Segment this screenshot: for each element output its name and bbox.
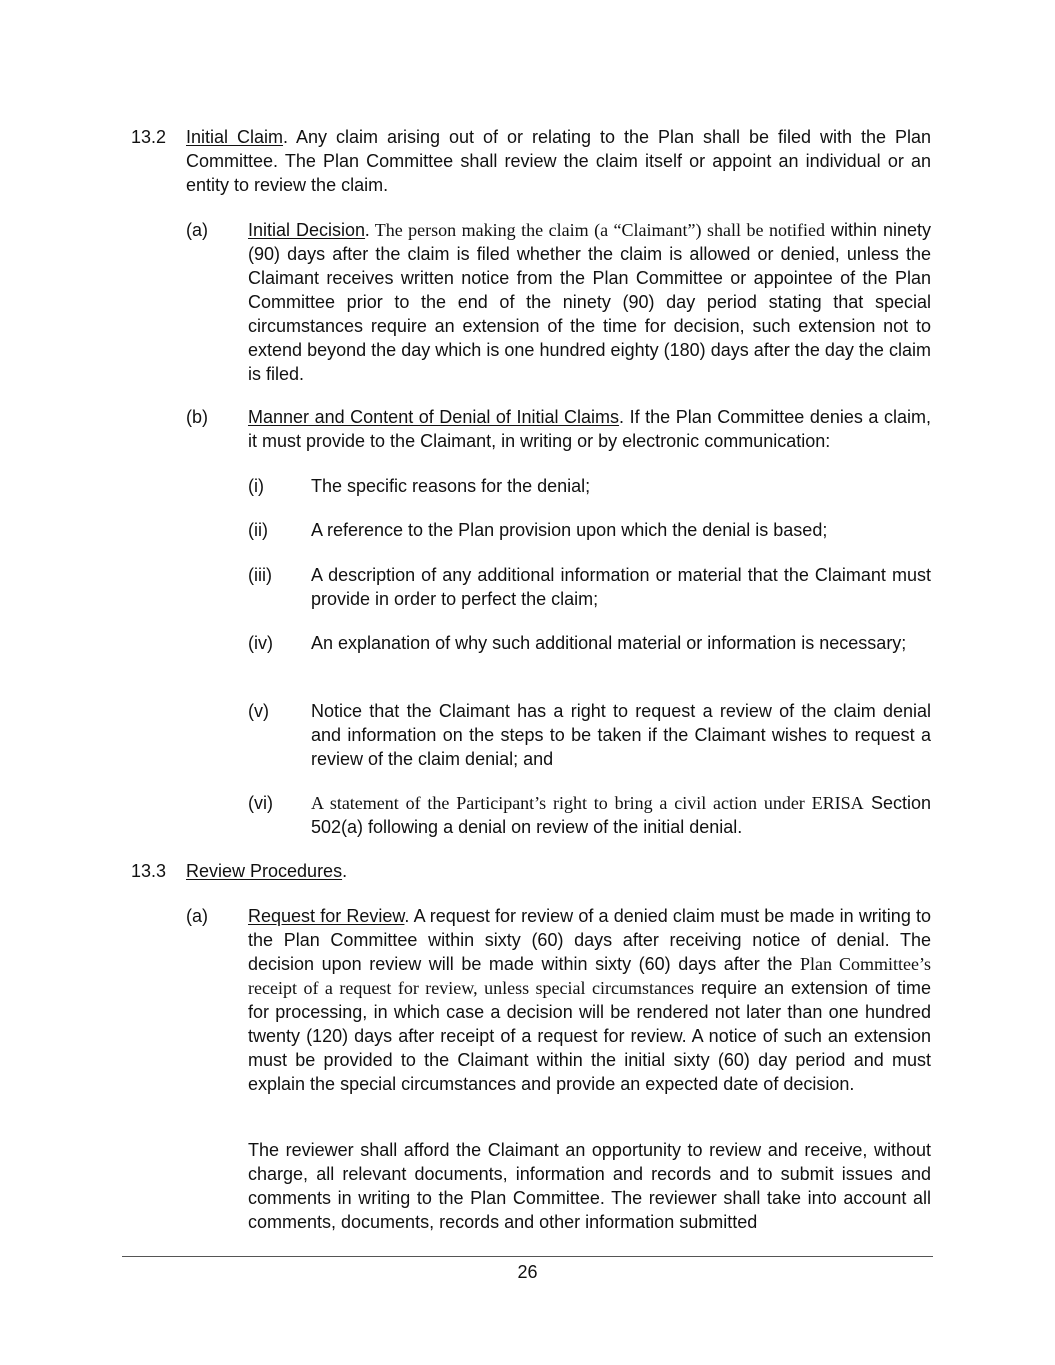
list-item-text-sans: Section 502(a) following a denial on review of the initial denial. bbox=[311, 793, 931, 837]
subsection-paragraph bbox=[248, 405, 931, 453]
subsection-text: within ninety (90) days after the claim is filed whether the claim is allowed or denied, unless the Claimant receives written notice from the Plan Committee or appointee of the Plan Committee prior to the end of the ninety (90) day period stating that special circumstances require an extension of the time for decision, such extension not to extend beyond the day which is one hundred eighty (180) days after the day the claim is filed. bbox=[248, 220, 931, 384]
list-item-text-serif: A statement of the Participant’s right to bring a civil action under ERISA bbox=[311, 793, 864, 813]
section-paragraph bbox=[186, 125, 931, 197]
subsection-text-cont: require an extension of time for processing, in which case a decision will be rendered not later than one hundred twenty (120) days after receipt of a request for review. A notice of such an extension must be provided to the Claimant within the initial sixty (60) day period and must explain the special circumstances and provide an expected date of decision. bbox=[248, 978, 931, 1094]
subsection-text-serif: . The person making the claim (a “Claimant”) shall be notified bbox=[365, 220, 825, 240]
section-number: 13.3 bbox=[131, 861, 167, 881]
list-item-text: Notice that the Claimant has a right to request a review of the claim denial and information on the steps to be taken if the Claimant wishes to request a review of the claim denial; and bbox=[311, 701, 931, 769]
section-heading: Review Procedures bbox=[186, 861, 343, 881]
list-item-marker: (iv) bbox=[248, 633, 273, 653]
section-heading-suffix: . bbox=[342, 861, 348, 881]
subsection-marker: (a) bbox=[186, 220, 208, 240]
list-item-text: The specific reasons for the denial; bbox=[311, 476, 591, 496]
list-item-marker: (ii) bbox=[248, 520, 268, 540]
list-item-text: A reference to the Plan provision upon which the denial is based; bbox=[311, 520, 828, 540]
subsection-text: . If the Plan Committee denies a claim, it must provide to the Claimant, in writing or by electronic communication: bbox=[248, 407, 931, 451]
section-text: . Any claim arising out of or relating to the Plan shall be filed with the Plan Committee. The Plan Committee shall review the claim itself or appoint an individual or an entity to review the claim. bbox=[186, 127, 932, 195]
section-heading: Initial Claim bbox=[186, 127, 284, 147]
list-item-marker: (vi) bbox=[248, 793, 273, 813]
list-item-text: An explanation of why such additional material or information is necessary; bbox=[311, 633, 907, 653]
subsection-marker: (b) bbox=[186, 407, 208, 427]
list-item-marker: (v) bbox=[248, 701, 269, 721]
list-item-text bbox=[311, 791, 931, 839]
subsection-paragraph bbox=[248, 904, 931, 1096]
list-item-marker: (i) bbox=[248, 476, 264, 496]
list-item-marker: (iii) bbox=[248, 565, 272, 585]
section-number: 13.2 bbox=[131, 127, 167, 147]
footer-rule bbox=[122, 1256, 933, 1257]
section-paragraph bbox=[186, 859, 931, 883]
subsection-heading: Request for Review bbox=[248, 906, 405, 926]
subsection-paragraph bbox=[248, 218, 931, 386]
subsection-heading: Initial Decision bbox=[248, 220, 366, 240]
subsection-heading: Manner and Content of Denial of Initial Claims bbox=[248, 407, 620, 427]
list-item-text: A description of any additional information or material that the Claimant must provide in order to perfect the claim; bbox=[311, 565, 931, 609]
subsection-text-serif: Plan Committee’s receipt of a request for review, unless special circumstances bbox=[248, 954, 931, 998]
subsection-marker: (a) bbox=[186, 906, 208, 926]
page-number: 26 bbox=[517, 1262, 538, 1282]
subsection-text: . A request for review of a denied claim must be made in writing to the Plan Committee within sixty (60) days after receiving notice of denial. The decision upon review will be made within sixty (60) days after the bbox=[248, 906, 932, 974]
subsection-paragraph: The reviewer shall afford the Claimant an opportunity to review and receive, without charge, all relevant documents, information and records and to submit issues and comments in writing to the Plan Committee. The reviewer shall take into account all comments, documents, records and other information submitted bbox=[248, 1140, 931, 1232]
